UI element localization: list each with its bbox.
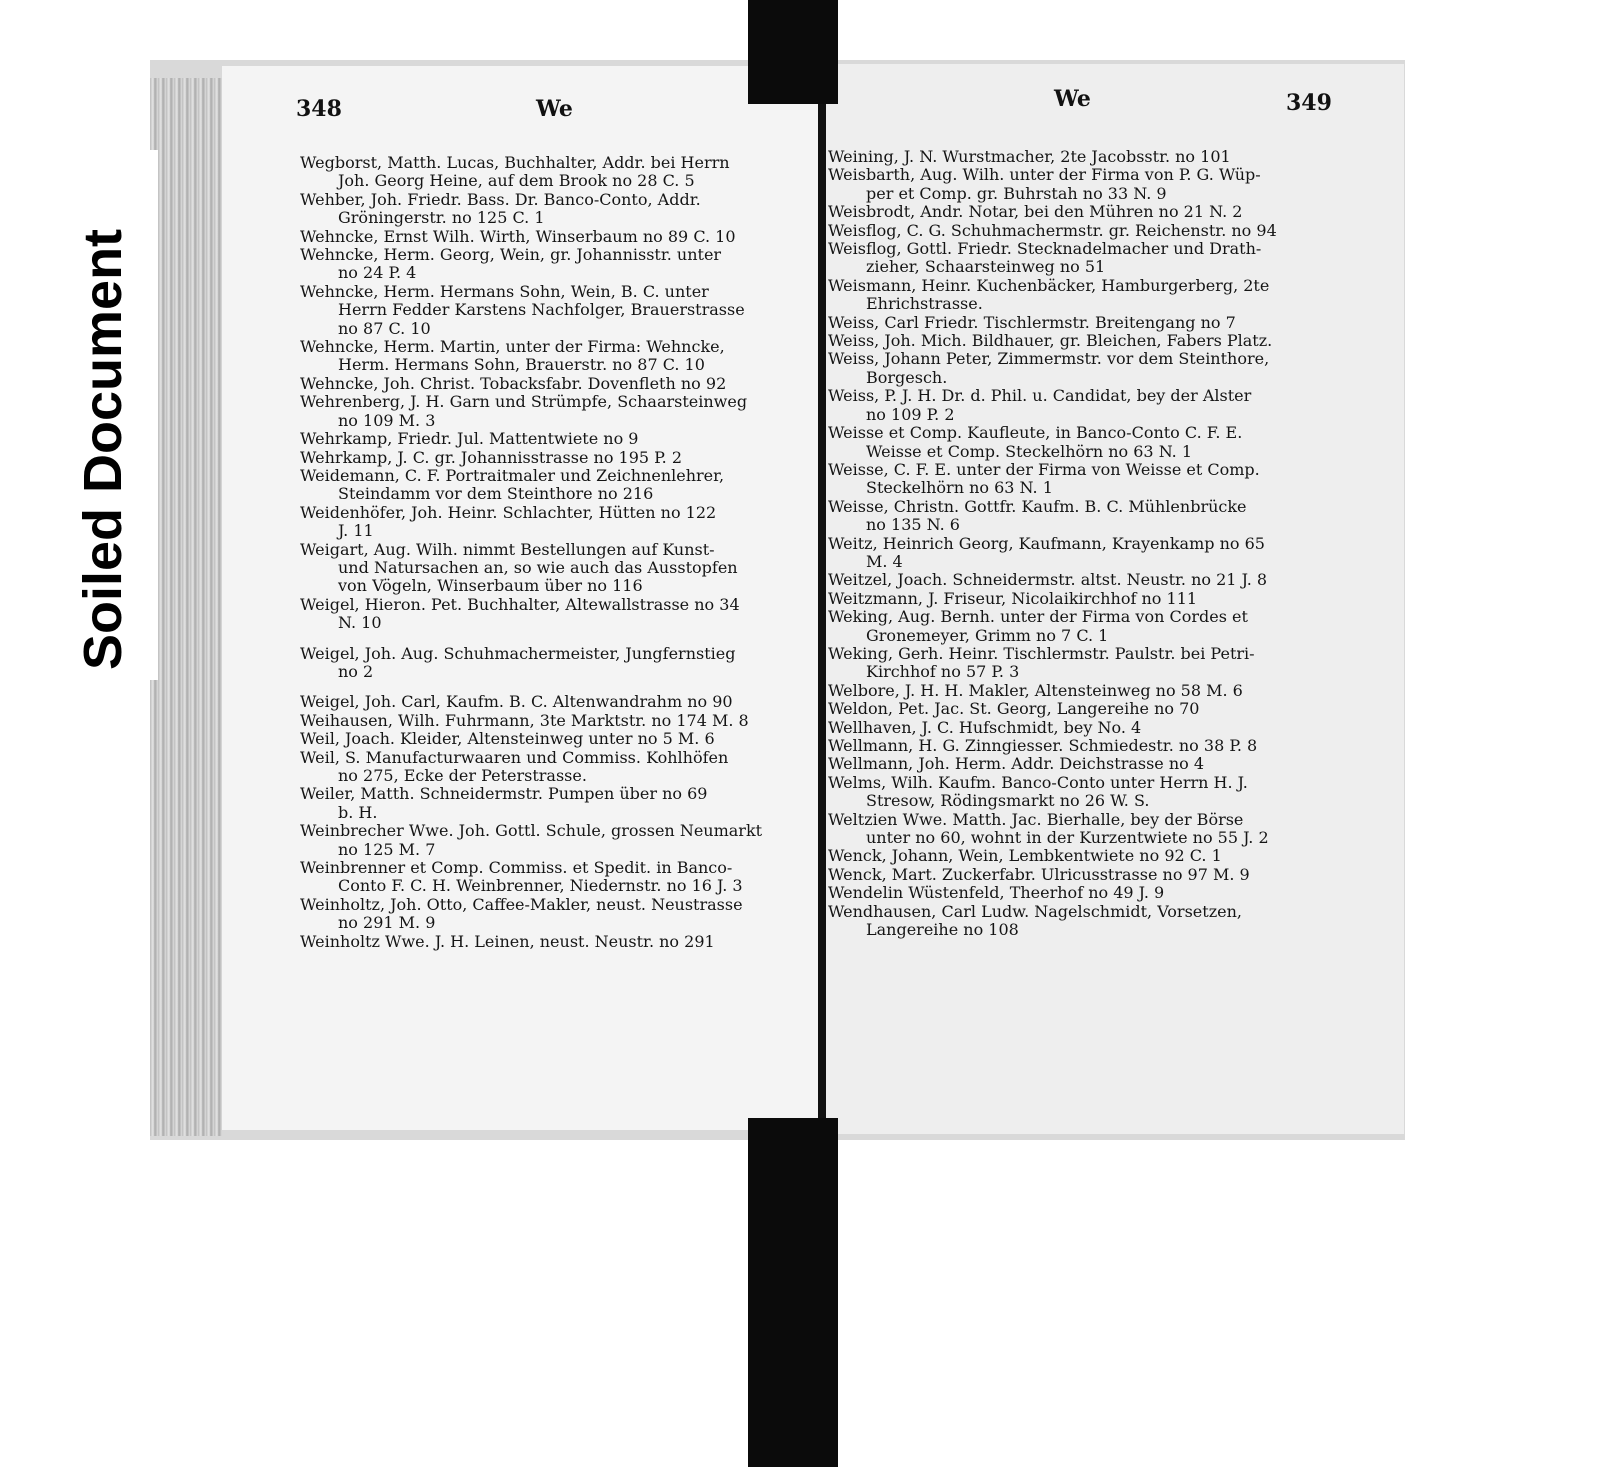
entry-line: Weinholtz Wwe. J. H. Leinen, neust. Neustr. no 291 <box>300 931 715 951</box>
entry-line: Weitzel, Joach. Schneidermstr. altst. Neustr. no 21 J. 8 <box>828 570 1268 590</box>
directory-entry <box>828 148 1333 166</box>
directory-entry <box>300 338 805 375</box>
directory-entry <box>828 682 1333 700</box>
entry-line: Weismann, Heinr. Kuchenbäcker, Hamburgerberg, 2te <box>828 275 1270 295</box>
entry-line: Weigel, Joh. Carl, Kaufm. B. C. Altenwandrahm no 90 <box>300 692 733 712</box>
entry-continuation-line: Langereihe no 108 <box>866 920 1019 940</box>
entry-continuation-line: no 125 M. 7 <box>338 839 436 859</box>
directory-entry <box>300 712 805 730</box>
directory-entry <box>300 375 805 393</box>
entry-continuation-line: Joh. Georg Heine, auf dem Brook no 28 C. 5 <box>338 171 695 191</box>
stamp-label: Soiled Document <box>73 228 133 670</box>
directory-entry <box>828 571 1333 589</box>
entry-line: Weinbrecher Wwe. Joh. Gottl. Schule, grossen Neumarkt <box>300 821 763 841</box>
directory-entry <box>300 749 805 786</box>
entry-line: Wenck, Johann, Wein, Lembkentwiete no 92 C. 1 <box>828 846 1222 866</box>
binding-clip-bottom <box>748 1118 838 1467</box>
entry-line: Weitzmann, J. Friseur, Nicolaikirchhof no 111 <box>828 588 1198 608</box>
entry-continuation-line: und Natursachen an, so wie auch das Ausstopfen <box>338 557 738 577</box>
entry-line: Welms, Wilh. Kaufm. Banco-Conto unter Herrn H. J. <box>828 772 1248 792</box>
entry-continuation-line: b. H. <box>338 802 378 822</box>
directory-entry <box>300 933 805 951</box>
directory-entry <box>828 203 1333 221</box>
entry-line: Wellmann, Joh. Herm. Addr. Deichstrasse no 4 <box>828 754 1205 774</box>
directory-entry <box>828 866 1333 884</box>
directory-entry <box>828 314 1333 332</box>
entry-line: Weigel, Hieron. Pet. Buchhalter, Altewallstrasse no 34 <box>300 594 740 614</box>
directory-entry <box>828 700 1333 718</box>
left-page-entries <box>300 154 805 951</box>
directory-entry <box>828 755 1333 773</box>
entry-line: Wenck, Mart. Zuckerfabr. Ulricusstrasse no 97 M. 9 <box>828 864 1250 884</box>
entry-line: Wehncke, Herm. Hermans Sohn, Wein, B. C. unter <box>300 281 709 301</box>
directory-entry <box>828 498 1333 535</box>
entry-line: Weiler, Matth. Schneidermstr. Pumpen über no 69 <box>300 784 708 804</box>
entry-continuation-line: Steindamm vor dem Steinthore no 216 <box>338 484 654 504</box>
entry-line: Weiss, Joh. Mich. Bildhauer, gr. Bleichen, Fabers Platz. <box>828 331 1273 351</box>
directory-entry <box>300 504 805 541</box>
entry-line: Weisse, C. F. E. unter der Firma von Weisse et Comp. <box>828 459 1260 479</box>
entry-line: Weinholtz, Joh. Otto, Caffee-Makler, neust. Neustrasse <box>300 894 743 914</box>
binding-clip-top <box>748 0 838 104</box>
entry-line: Weking, Aug. Bernh. unter der Firma von Cordes et <box>828 607 1248 627</box>
directory-entry <box>300 449 805 467</box>
left-running-head: We <box>536 96 573 122</box>
entry-line: Wehncke, Herm. Georg, Wein, gr. Johannisstr. unter <box>300 245 722 265</box>
directory-entry <box>300 430 805 448</box>
entry-continuation-line: Herm. Hermans Sohn, Brauerstr. no 87 C. 10 <box>338 355 705 375</box>
entry-line: Weitz, Heinrich Georg, Kaufmann, Krayenkamp no 65 <box>828 533 1265 553</box>
entry-line: Welbore, J. H. H. Makler, Altensteinweg no 58 M. 6 <box>828 680 1243 700</box>
entry-line: Weigart, Aug. Wilh. nimmt Bestellungen auf Kunst- <box>300 539 715 559</box>
entry-continuation-line: N. 10 <box>338 613 382 633</box>
directory-entry <box>828 737 1333 755</box>
entry-continuation-line: J. 11 <box>338 521 374 541</box>
entry-line: Weisse et Comp. Kaufleute, in Banco-Conto C. F. E. <box>828 423 1243 443</box>
directory-entry <box>300 645 805 682</box>
entry-continuation-line: per et Comp. gr. Buhrstah no 33 N. 9 <box>866 183 1167 203</box>
entry-line: Weiss, Carl Friedr. Tischlermstr. Breitengang no 7 <box>828 312 1236 332</box>
page-stack-edge <box>150 78 222 1136</box>
entry-continuation-line: Weisse et Comp. Steckelhörn no 63 N. 1 <box>866 441 1193 461</box>
directory-entry <box>300 541 805 596</box>
entry-continuation-line: Stresow, Rödingsmarkt no 26 W. S. <box>866 791 1150 811</box>
entry-continuation-line: Gröningerstr. no 125 C. 1 <box>338 208 545 228</box>
directory-entry <box>300 191 805 228</box>
entry-continuation-line: Gronemeyer, Grimm no 7 C. 1 <box>866 625 1109 645</box>
entry-line: Weisbarth, Aug. Wilh. unter der Firma von P. G. Wüp- <box>828 165 1261 185</box>
entry-line: Wegborst, Matth. Lucas, Buchhalter, Addr. bei Herrn <box>300 153 730 172</box>
directory-entry <box>828 240 1333 277</box>
entry-continuation-line: Kirchhof no 57 P. 3 <box>866 662 1020 682</box>
directory-entry <box>828 387 1333 424</box>
left-page-number: 348 <box>296 96 342 122</box>
directory-entry <box>828 847 1333 865</box>
entry-line: Wehrenberg, J. H. Garn und Strümpfe, Schaarsteinweg <box>300 392 748 412</box>
directory-entry <box>828 774 1333 811</box>
directory-entry <box>300 246 805 283</box>
entry-continuation-line: Steckelhörn no 63 N. 1 <box>866 478 1053 498</box>
entry-continuation-line: Herrn Fedder Karstens Nachfolger, Brauerstrasse <box>338 300 745 320</box>
entry-continuation-line: no 24 P. 4 <box>338 263 417 283</box>
book-gutter <box>818 66 826 1130</box>
directory-entry <box>828 811 1333 848</box>
entry-continuation-line: unter no 60, wohnt in der Kurzentwiete no 55 J. 2 <box>866 828 1269 848</box>
right-page-entries <box>828 148 1333 939</box>
entry-continuation-line: no 275, Ecke der Peterstrasse. <box>338 766 587 785</box>
entry-line: Weil, S. Manufacturwaaren und Commiss. Kohlhöfen <box>300 747 729 767</box>
entry-line: Weldon, Pet. Jac. St. Georg, Langereihe no 70 <box>828 699 1200 719</box>
entry-continuation-line: no 135 N. 6 <box>866 515 960 535</box>
entry-line: Wehncke, Joh. Christ. Tobacksfabr. Dovenfleth no 92 <box>300 373 727 393</box>
entry-line: Weltzien Wwe. Matth. Jac. Bierhalle, bey der Börse <box>828 809 1244 829</box>
entry-line: Wehncke, Herm. Martin, unter der Firma: Wehncke, <box>300 337 725 357</box>
entry-continuation-line: von Vögeln, Winserbaum über no 116 <box>338 576 643 596</box>
entry-line: Weisbrodt, Andr. Notar, bei den Mühren no 21 N. 2 <box>828 202 1243 222</box>
entry-continuation-line: Borgesch. <box>866 367 948 387</box>
entry-continuation-line: Ehrichstrasse. <box>866 294 983 314</box>
directory-entry <box>828 461 1333 498</box>
directory-entry <box>828 884 1333 902</box>
directory-entry <box>300 154 805 191</box>
entry-line: Weidemann, C. F. Portraitmaler und Zeichnenlehrer, <box>300 465 725 485</box>
entry-line: Weiss, Johann Peter, Zimmermstr. vor dem Steinthore, <box>828 349 1270 369</box>
right-running-head: We <box>1054 86 1091 112</box>
directory-entry <box>300 822 805 859</box>
directory-entry <box>828 903 1333 940</box>
entry-line: Weinbrenner et Comp. Commiss. et Spedit. in Banco- <box>300 858 733 878</box>
entry-line: Wellmann, H. G. Zinngiesser. Schmiedestr. no 38 P. 8 <box>828 736 1258 755</box>
directory-entry <box>300 859 805 896</box>
right-page-number: 349 <box>1286 90 1332 116</box>
entry-line: Wehrkamp, Friedr. Jul. Mattentwiete no 9 <box>300 429 639 449</box>
entry-continuation-line: no 109 P. 2 <box>866 404 955 424</box>
directory-entry <box>828 608 1333 645</box>
directory-entry <box>828 645 1333 682</box>
directory-entry <box>828 535 1333 572</box>
entry-line: Wendelin Wüstenfeld, Theerhof no 49 J. 9 <box>828 883 1165 903</box>
entry-continuation-line: Conto F. C. H. Weinbrenner, Niedernstr. no 16 J. 3 <box>338 876 743 896</box>
entry-line: Weidenhöfer, Joh. Heinr. Schlachter, Hütten no 122 <box>300 502 717 522</box>
directory-entry <box>300 283 805 338</box>
entry-line: Wehber, Joh. Friedr. Bass. Dr. Banco-Conto, Addr. <box>300 189 701 209</box>
entry-continuation-line: no 2 <box>338 661 374 681</box>
entry-line: Wendhausen, Carl Ludw. Nagelschmidt, Vorsetzen, <box>828 901 1242 921</box>
directory-entry <box>828 166 1333 203</box>
entry-line: Weining, J. N. Wurstmacher, 2te Jacobsstr. no 101 <box>828 147 1231 166</box>
directory-entry <box>828 719 1333 737</box>
directory-entry <box>828 277 1333 314</box>
entry-line: Wehrkamp, J. C. gr. Johannisstrasse no 195 P. 2 <box>300 447 683 467</box>
entry-line: Weisse, Christn. Gottfr. Kaufm. B. C. Mühlenbrücke <box>828 496 1247 516</box>
entry-continuation-line: no 87 C. 10 <box>338 318 431 338</box>
directory-entry <box>300 730 805 748</box>
directory-entry <box>300 596 805 633</box>
directory-entry <box>300 393 805 430</box>
entry-line: Weihausen, Wilh. Fuhrmann, 3te Marktstr. no 174 M. 8 <box>300 710 749 730</box>
directory-entry <box>300 896 805 933</box>
directory-entry <box>300 785 805 822</box>
entry-line: Weiss, P. J. H. Dr. d. Phil. u. Candidat, bey der Alster <box>828 386 1252 406</box>
directory-entry <box>828 424 1333 461</box>
directory-entry <box>828 222 1333 240</box>
entry-continuation-line: no 109 M. 3 <box>338 410 436 430</box>
entry-line: Weisflog, Gottl. Friedr. Stecknadelmacher und Drath- <box>828 239 1262 259</box>
entry-line: Wehncke, Ernst Wilh. Wirth, Winserbaum no 89 C. 10 <box>300 226 736 246</box>
entry-line: Weil, Joach. Kleider, Altensteinweg unter no 5 M. 6 <box>300 729 715 749</box>
entry-line: Weisflog, C. G. Schuhmachermstr. gr. Reichenstr. no 94 <box>828 220 1277 240</box>
entry-line: Weigel, Joh. Aug. Schuhmachermeister, Jungfernstieg <box>300 643 736 663</box>
entry-line: Wellhaven, J. C. Hufschmidt, bey No. 4 <box>828 717 1142 737</box>
directory-entry <box>300 693 805 711</box>
entry-continuation-line: zieher, Schaarsteinweg no 51 <box>866 257 1106 277</box>
directory-entry <box>300 228 805 246</box>
directory-entry <box>828 350 1333 387</box>
entry-continuation-line: M. 4 <box>866 551 903 571</box>
directory-entry <box>828 590 1333 608</box>
directory-entry <box>300 467 805 504</box>
entry-continuation-line: no 291 M. 9 <box>338 913 436 933</box>
entry-line: Weking, Gerh. Heinr. Tischlermstr. Paulstr. bei Petri- <box>828 643 1255 663</box>
directory-entry <box>828 332 1333 350</box>
